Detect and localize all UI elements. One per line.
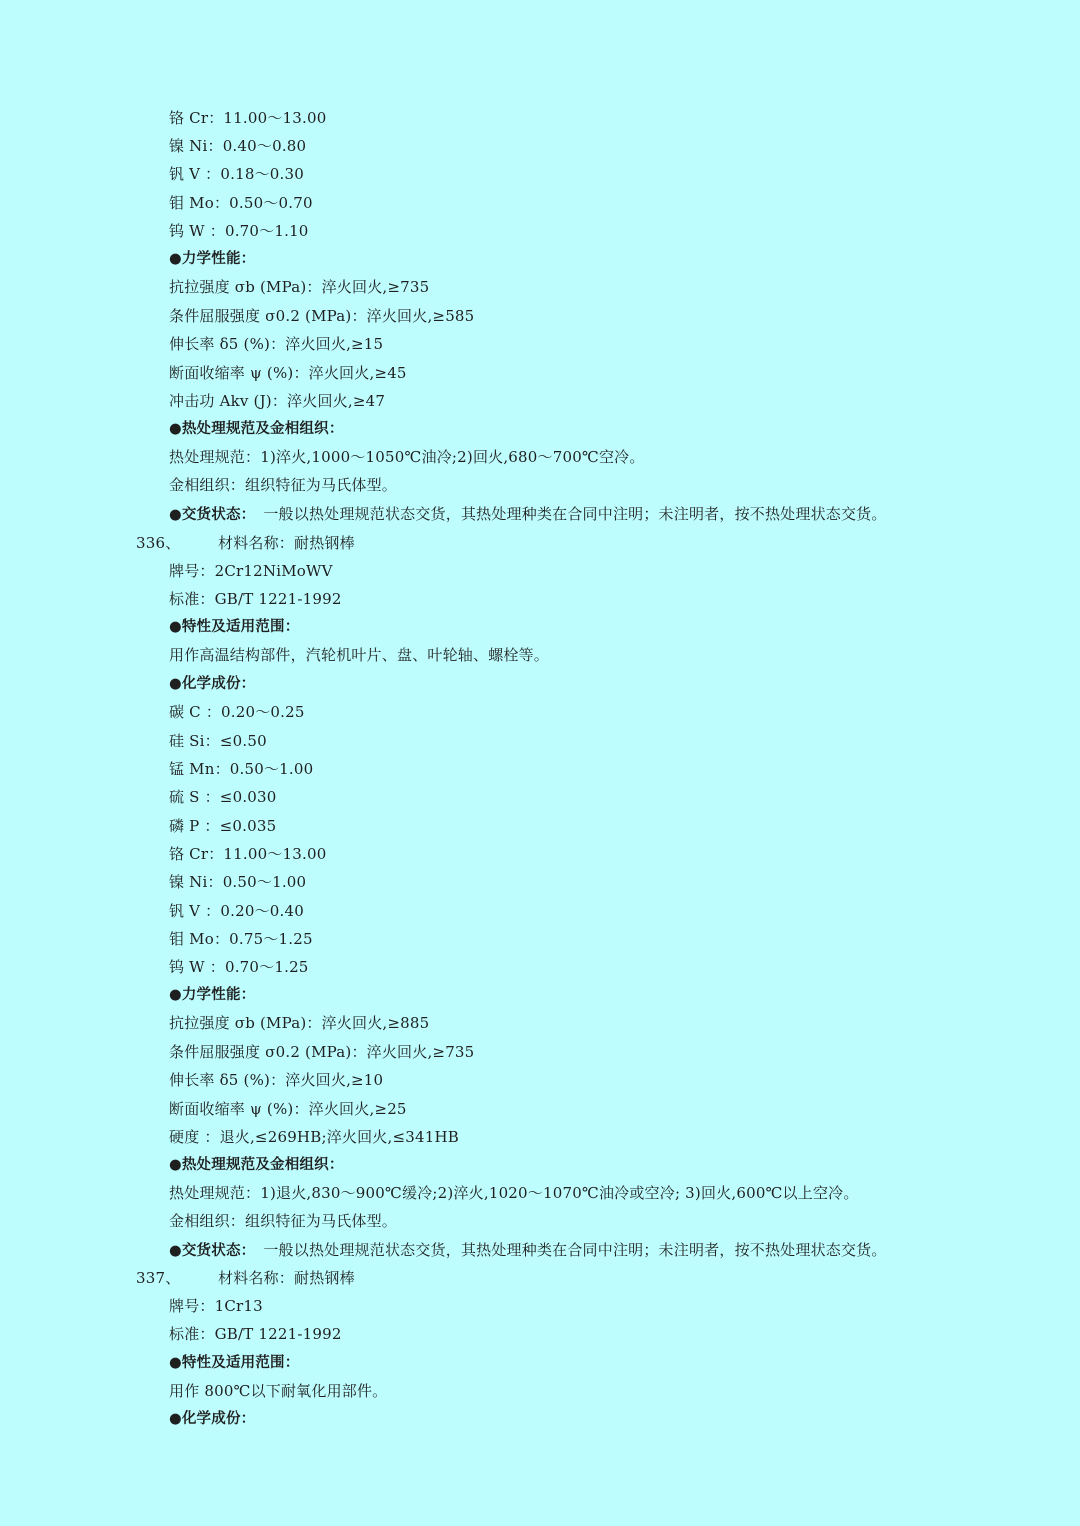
chem-line: 磷 P ：≤0.035 [169, 817, 277, 835]
mech-line: 伸长率 δ5 (%)：淬火回火,≥15 [169, 335, 384, 353]
standard: 标准：GB/T 1221-1992 [169, 590, 342, 608]
chem-line: 硅 Si：≤0.50 [169, 732, 267, 750]
chem-line: 硫 S ：≤0.030 [169, 788, 277, 806]
delivery-line [169, 1240, 887, 1261]
grade: 牌号：1Cr13 [169, 1297, 263, 1315]
mech-line: 断面收缩率 ψ (%)：淬火回火,≥25 [169, 1100, 407, 1118]
mech-line: 条件屈服强度 σ0.2 (MPa)：淬火回火,≥585 [169, 307, 475, 325]
section-heading-scope: ●特性及适用范围： [169, 619, 300, 635]
grade: 牌号：2Cr12NiMoWV [169, 562, 333, 580]
chem-line-w: 钨 W ：0.70～1.10 [169, 222, 309, 240]
section-heading-mechanical: ●力学性能： [169, 987, 256, 1003]
chem-line-cr: 铬 Cr：11.00～13.00 [169, 109, 327, 127]
scope-text: 用作高温结构部件，汽轮机叶片、盘、叶轮轴、螺栓等。 [169, 646, 550, 664]
delivery-line [169, 504, 887, 525]
mech-line: 冲击功 Akv (J)：淬火回火,≥47 [169, 392, 386, 410]
material-name: 材料名称：耐热钢棒 [218, 1269, 355, 1287]
chem-line-ni: 镍 Ni：0.40～0.80 [169, 137, 307, 155]
section-heading-chemical: ●化学成份： [169, 676, 256, 692]
chem-line: 钒 V ：0.20～0.40 [169, 902, 304, 920]
section-heading-heat-treatment: ●热处理规范及金相组织： [169, 1157, 344, 1173]
delivery-text: 一般以热处理规范状态交货，其热处理种类在合同中注明；未注明者，按不热处理状态交货。 [263, 1241, 887, 1259]
section-heading-heat-treatment: ●热处理规范及金相组织： [169, 421, 344, 437]
mech-line: 伸长率 δ5 (%)：淬火回火,≥10 [169, 1071, 384, 1089]
section-heading-chemical: ●化学成份： [169, 1411, 256, 1427]
chem-line: 碳 C ：0.20～0.25 [169, 703, 305, 721]
chem-line: 镍 Ni：0.50～1.00 [169, 873, 307, 891]
chem-line-mo: 钼 Mo：0.50～0.70 [169, 194, 313, 212]
standard: 标准：GB/T 1221-1992 [169, 1325, 342, 1343]
mech-line: 抗拉强度 σb (MPa)：淬火回火,≥885 [169, 1014, 430, 1032]
item-number: 336、 [136, 534, 181, 552]
section-heading-mechanical: ●力学性能： [169, 251, 256, 267]
section-heading-delivery: ●交货状态： [169, 507, 256, 523]
mech-line: 断面收缩率 ψ (%)：淬火回火,≥45 [169, 364, 407, 382]
section-heading-scope: ●特性及适用范围： [169, 1355, 300, 1371]
section-heading-delivery: ●交货状态： [169, 1243, 256, 1259]
item-header-336 [136, 533, 355, 553]
chem-line: 铬 Cr：11.00～13.00 [169, 845, 327, 863]
chem-line: 锰 Mn：0.50～1.00 [169, 760, 314, 778]
item-number: 337、 [136, 1269, 181, 1287]
chem-line: 钨 W ：0.70～1.25 [169, 958, 309, 976]
chem-line-v: 钒 V ：0.18～0.30 [169, 165, 304, 183]
mech-line: 抗拉强度 σb (MPa)：淬火回火,≥735 [169, 278, 430, 296]
delivery-text: 一般以热处理规范状态交货，其热处理种类在合同中注明；未注明者，按不热处理状态交货。 [263, 505, 887, 523]
scope-text: 用作 800℃以下耐氧化用部件。 [169, 1382, 388, 1400]
heat-line: 金相组织：组织特征为马氏体型。 [169, 1212, 398, 1230]
heat-line: 热处理规范：1)淬火,1000～1050℃油冷;2)回火,680～700℃空冷。 [169, 448, 645, 466]
chem-line: 钼 Mo：0.75～1.25 [169, 930, 313, 948]
item-header-337 [136, 1268, 355, 1288]
heat-line: 热处理规范：1)退火,830～900℃缓冷;2)淬火,1020～1070℃油冷或空冷; 3)回火,600℃以上空冷。 [169, 1184, 859, 1202]
material-name: 材料名称：耐热钢棒 [218, 534, 355, 552]
mech-line: 条件屈服强度 σ0.2 (MPa)：淬火回火,≥735 [169, 1043, 475, 1061]
mech-line: 硬度 ：退火,≤269HB;淬火回火,≤341HB [169, 1128, 459, 1146]
heat-line: 金相组织：组织特征为马氏体型。 [169, 476, 398, 494]
